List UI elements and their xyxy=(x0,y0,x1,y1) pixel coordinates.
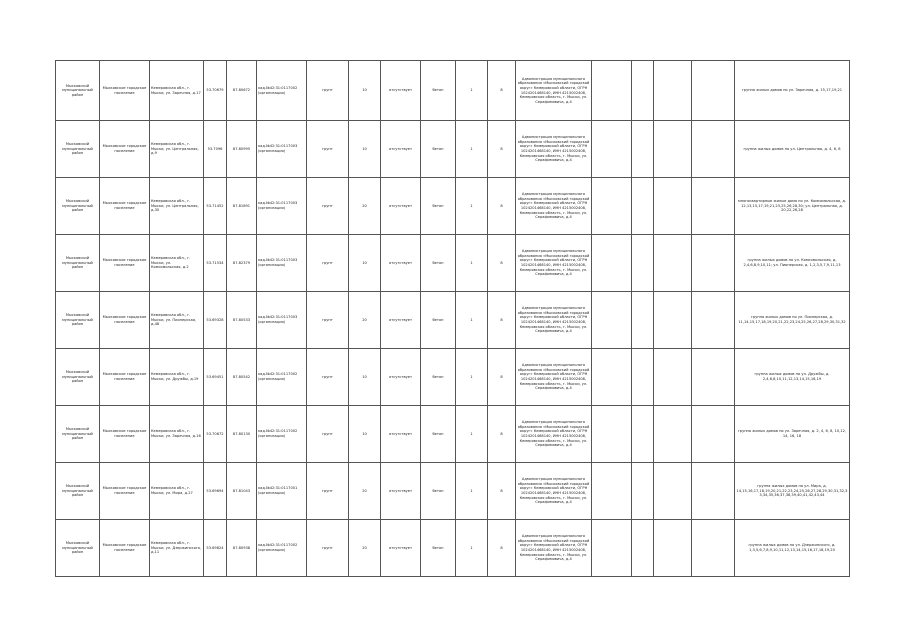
volume-cell: 8 xyxy=(488,61,516,121)
owner-cell: Администрация муниципального образования «Мысковский городской округ» Кемеровской области, ОГРН 1024201468140, ИНН 4215002408, Кемеровская область, г. Мыски, ул. Серафимовича, д.4 xyxy=(516,178,592,235)
table-row xyxy=(56,520,850,577)
registry-table xyxy=(55,60,850,577)
address-cell: Кемеровская обл., г. Мыски, ул. Центральная, д.30 xyxy=(150,178,204,235)
containers-count-cell: 1 xyxy=(456,349,488,406)
volume-cell: 8 xyxy=(488,121,516,178)
fence-cell: бетон xyxy=(421,406,456,463)
empty-cell xyxy=(632,406,654,463)
area-cell: 10 xyxy=(349,406,381,463)
owner-cell: Администрация муниципального образования «Мысковский городской округ» Кемеровской области, ОГРН 1024201468140, ИНН 4215002408, Кемеровская область, г. Мыски, ул. Серафимовича, д.4 xyxy=(516,463,592,520)
cadastral-cell: кад.№42:31:0117002 (организация) xyxy=(257,520,307,577)
empty-cell xyxy=(632,235,654,292)
surface-cell: грунт xyxy=(307,61,349,121)
table-row xyxy=(56,121,850,178)
empty-cell xyxy=(592,292,632,349)
volume-cell: 8 xyxy=(488,349,516,406)
empty-cell xyxy=(654,178,692,235)
district-cell: Мысковский муниципальный район xyxy=(56,292,100,349)
longitude-cell: 87.80130 xyxy=(227,406,257,463)
waste-sources-cell: группа жилых домов по ул. Заречная, д. 2, 4, 6, 8, 10,12, 14, 16, 18 xyxy=(735,406,850,463)
table-row xyxy=(56,61,850,121)
waste-sources-cell: группа жилых домов по ул. Дзержинского, д. 1,3,5,6,7,8,9,10,11,12,13,14,15,16,17,18,19,20 xyxy=(735,520,850,577)
latitude-cell: 53.70679 xyxy=(204,61,227,121)
latitude-cell: 53.71534 xyxy=(204,235,227,292)
volume-cell: 8 xyxy=(488,178,516,235)
longitude-cell: 87.80995 xyxy=(227,121,257,178)
empty-cell xyxy=(692,61,735,121)
empty-cell xyxy=(692,406,735,463)
address-cell: Кемеровская обл., г. Мыски, ул. Центральная, д.9 xyxy=(150,121,204,178)
table-row xyxy=(56,406,850,463)
district-cell: Мысковский муниципальный район xyxy=(56,61,100,121)
volume-cell: 8 xyxy=(488,406,516,463)
settlement-cell: Мысковское городское поселение xyxy=(100,463,150,520)
district-cell: Мысковский муниципальный район xyxy=(56,121,100,178)
cadastral-cell: кад.№42:31:0117002 (организация) xyxy=(257,406,307,463)
containers-count-cell: 1 xyxy=(456,463,488,520)
containers-count-cell: 1 xyxy=(456,121,488,178)
latitude-cell: 53.69328 xyxy=(204,292,227,349)
settlement-cell: Мысковское городское поселение xyxy=(100,349,150,406)
cadastral-cell: кад.№42:31:0117002 (организация) xyxy=(257,61,307,121)
settlement-cell: Мысковское городское поселение xyxy=(100,520,150,577)
empty-cell xyxy=(632,349,654,406)
empty-cell xyxy=(592,406,632,463)
area-cell: 10 xyxy=(349,349,381,406)
cadastral-cell: кад.№42:31:0117003 (организация) xyxy=(257,235,307,292)
area-cell: 10 xyxy=(349,121,381,178)
empty-cell xyxy=(632,520,654,577)
table-row xyxy=(56,463,850,520)
cadastral-cell: кад.№42:31:0117003 (организация) xyxy=(257,178,307,235)
area-cell: 20 xyxy=(349,292,381,349)
surface-cell: грунт xyxy=(307,292,349,349)
waste-sources-cell: группа жилых домов по ул. Заречная, д. 15,17,19,21 xyxy=(735,61,850,121)
district-cell: Мысковский муниципальный район xyxy=(56,463,100,520)
settlement-cell: Мысковское городское поселение xyxy=(100,406,150,463)
owner-cell: Администрация муниципального образования «Мысковский городской округ» Кемеровской области, ОГРН 1024201468140, ИНН 4215002408, Кемеровская область, г. Мыски, ул. Серафимовича, д.4 xyxy=(516,349,592,406)
empty-cell xyxy=(632,121,654,178)
latitude-cell: 53.69694 xyxy=(204,463,227,520)
empty-cell xyxy=(654,463,692,520)
fence-cell: бетон xyxy=(421,235,456,292)
empty-cell xyxy=(632,178,654,235)
volume-cell: 8 xyxy=(488,520,516,577)
latitude-cell: 53.69451 xyxy=(204,349,227,406)
surface-cell: грунт xyxy=(307,349,349,406)
empty-cell xyxy=(654,61,692,121)
empty-cell xyxy=(592,178,632,235)
settlement-cell: Мысковское городское поселение xyxy=(100,178,150,235)
settlement-cell: Мысковское городское поселение xyxy=(100,235,150,292)
surface-cell: грунт xyxy=(307,406,349,463)
empty-cell xyxy=(654,406,692,463)
coverage-cell: отсутствует xyxy=(381,520,421,577)
longitude-cell: 87.80938 xyxy=(227,520,257,577)
containers-count-cell: 1 xyxy=(456,520,488,577)
address-cell: Кемеровская обл., г. Мыски, ул. Дружбы, д.19 xyxy=(150,349,204,406)
coverage-cell: отсутствует xyxy=(381,292,421,349)
longitude-cell: 87.80542 xyxy=(227,349,257,406)
cadastral-cell: кад.№42:31:0117001 (организация) xyxy=(257,463,307,520)
empty-cell xyxy=(592,463,632,520)
owner-cell: Администрация муниципального образования «Мысковский городской округ» Кемеровской области, ОГРН 1024201468140, ИНН 4215002408, Кемеровская область, г. Мыски, ул. Серафимовича, д.4 xyxy=(516,292,592,349)
area-cell: 10 xyxy=(349,235,381,292)
district-cell: Мысковский муниципальный район xyxy=(56,406,100,463)
longitude-cell: 87.80672 xyxy=(227,61,257,121)
empty-cell xyxy=(632,61,654,121)
owner-cell: Администрация муниципального образования «Мысковский городской округ» Кемеровской области, ОГРН 1024201468140, ИНН 4215002408, Кемеровская область, г. Мыски, ул. Серафимовича, д.4 xyxy=(516,121,592,178)
empty-cell xyxy=(692,121,735,178)
volume-cell: 8 xyxy=(488,292,516,349)
fence-cell: бетон xyxy=(421,520,456,577)
empty-cell xyxy=(592,61,632,121)
fence-cell: бетон xyxy=(421,178,456,235)
longitude-cell: 87.82379 xyxy=(227,235,257,292)
district-cell: Мысковский муниципальный район xyxy=(56,349,100,406)
empty-cell xyxy=(692,235,735,292)
table-row xyxy=(56,178,850,235)
longitude-cell: 87.81043 xyxy=(227,463,257,520)
cadastral-cell: кад.№42:31:0117003 (организация) xyxy=(257,121,307,178)
address-cell: Кемеровская обл., г. Мыски, ул. Пионерская, д.48 xyxy=(150,292,204,349)
empty-cell xyxy=(654,292,692,349)
owner-cell: Администрация муниципального образования «Мысковский городской округ» Кемеровской области, ОГРН 1024201468140, ИНН 4215002408, Кемеровская область, г. Мыски, ул. Серафимовича, д.4 xyxy=(516,61,592,121)
coverage-cell: отсутствует xyxy=(381,61,421,121)
empty-cell xyxy=(592,520,632,577)
surface-cell: грунт xyxy=(307,520,349,577)
latitude-cell: 53.70672 xyxy=(204,406,227,463)
containers-count-cell: 1 xyxy=(456,235,488,292)
empty-cell xyxy=(692,463,735,520)
waste-sources-cell: группа жилых домов по ул. Пионерская, д. 11,14,15,17,18,19,20,21,22,23,24,25,26,27,28,29,30,31,32 xyxy=(735,292,850,349)
empty-cell xyxy=(592,121,632,178)
empty-cell xyxy=(592,235,632,292)
latitude-cell: 53.7096 xyxy=(204,121,227,178)
empty-cell xyxy=(632,292,654,349)
district-cell: Мысковский муниципальный район xyxy=(56,235,100,292)
latitude-cell: 53.69824 xyxy=(204,520,227,577)
surface-cell: грунт xyxy=(307,463,349,520)
fence-cell: бетон xyxy=(421,292,456,349)
surface-cell: грунт xyxy=(307,235,349,292)
empty-cell xyxy=(654,520,692,577)
cadastral-cell: кад.№42:31:0117002 (организация) xyxy=(257,349,307,406)
empty-cell xyxy=(654,235,692,292)
containers-count-cell: 1 xyxy=(456,61,488,121)
waste-sources-cell: многоквартирные жилые дома по ул. Комсомольская, д. 12,13,15,17,19,21,23,25,26,28,30; ул. Центральная, д. 20,22,26,28 xyxy=(735,178,850,235)
coverage-cell: отсутствует xyxy=(381,463,421,520)
coverage-cell: отсутствует xyxy=(381,178,421,235)
longitude-cell: 87.80533 xyxy=(227,292,257,349)
empty-cell xyxy=(692,349,735,406)
table-row xyxy=(56,292,850,349)
area-cell: 20 xyxy=(349,178,381,235)
cadastral-cell: кад.№42:31:0117003 (организация) xyxy=(257,292,307,349)
settlement-cell: Мысковское городское поселение xyxy=(100,292,150,349)
district-cell: Мысковский муниципальный район xyxy=(56,178,100,235)
address-cell: Кемеровская обл., г. Мыски, ул. Комсомольская, д.2 xyxy=(150,235,204,292)
empty-cell xyxy=(692,178,735,235)
empty-cell xyxy=(654,349,692,406)
area-cell: 20 xyxy=(349,520,381,577)
containers-count-cell: 1 xyxy=(456,292,488,349)
empty-cell xyxy=(692,292,735,349)
coverage-cell: отсутствует xyxy=(381,121,421,178)
owner-cell: Администрация муниципального образования «Мысковский городской округ» Кемеровской области, ОГРН 1024201468140, ИНН 4215002408, Кемеровская область, г. Мыски, ул. Серафимовича, д.4 xyxy=(516,406,592,463)
waste-sources-cell: группа жилых домов по ул. Центральная, д. 4, 6, 8 xyxy=(735,121,850,178)
settlement-cell: Мысковское городское поселение xyxy=(100,61,150,121)
fence-cell: бетон xyxy=(421,463,456,520)
area-cell: 10 xyxy=(349,61,381,121)
address-cell: Кемеровская обл., г. Мыски, ул. Заречная, д.16 xyxy=(150,406,204,463)
fence-cell: бетон xyxy=(421,61,456,121)
longitude-cell: 87.81891 xyxy=(227,178,257,235)
empty-cell xyxy=(692,520,735,577)
surface-cell: грунт xyxy=(307,178,349,235)
coverage-cell: отсутствует xyxy=(381,406,421,463)
table-row xyxy=(56,235,850,292)
empty-cell xyxy=(632,463,654,520)
owner-cell: Администрация муниципального образования «Мысковский городской округ» Кемеровской области, ОГРН 1024201468140, ИНН 4215002408, Кемеровская область, г. Мыски, ул. Серафимовича, д.4 xyxy=(516,520,592,577)
owner-cell: Администрация муниципального образования «Мысковский городской округ» Кемеровской области, ОГРН 1024201468140, ИНН 4215002408, Кемеровская область, г. Мыски, ул. Серафимовича, д.4 xyxy=(516,235,592,292)
waste-sources-cell: группа жилых домов по ул. Мира, д. 14,15,16,17,18,19,20,21,22,23,24,25,26,27,28,29,30,31,32,33,34,35,36,37,38,39,40,41,42,43,44 xyxy=(735,463,850,520)
empty-cell xyxy=(654,121,692,178)
containers-count-cell: 1 xyxy=(456,178,488,235)
coverage-cell: отсутствует xyxy=(381,235,421,292)
settlement-cell: Мысковское городское поселение xyxy=(100,121,150,178)
volume-cell: 8 xyxy=(488,235,516,292)
address-cell: Кемеровская обл., г. Мыски, ул. Мира, д.27 xyxy=(150,463,204,520)
area-cell: 20 xyxy=(349,463,381,520)
volume-cell: 8 xyxy=(488,463,516,520)
district-cell: Мысковский муниципальный район xyxy=(56,520,100,577)
latitude-cell: 53.71452 xyxy=(204,178,227,235)
address-cell: Кемеровская обл., г. Мыски, ул. Дзержинского, д.11 xyxy=(150,520,204,577)
containers-count-cell: 1 xyxy=(456,406,488,463)
table-row xyxy=(56,349,850,406)
waste-sources-cell: группа жилых домов по ул. Дружбы, д. 2,4,6,8,10,11,12,13,14,15,16,19 xyxy=(735,349,850,406)
fence-cell: бетон xyxy=(421,121,456,178)
surface-cell: грунт xyxy=(307,121,349,178)
waste-sources-cell: группа жилых домов по ул. Комсомольская, д. 2,4,6,8,9,10,11; ул. Пионерская, д. 1,2,3,5,7,9,11,13 xyxy=(735,235,850,292)
table-body xyxy=(56,61,850,577)
empty-cell xyxy=(592,349,632,406)
fence-cell: бетон xyxy=(421,349,456,406)
address-cell: Кемеровская обл., г. Мыски, ул. Заречная, д.17 xyxy=(150,61,204,121)
coverage-cell: отсутствует xyxy=(381,349,421,406)
